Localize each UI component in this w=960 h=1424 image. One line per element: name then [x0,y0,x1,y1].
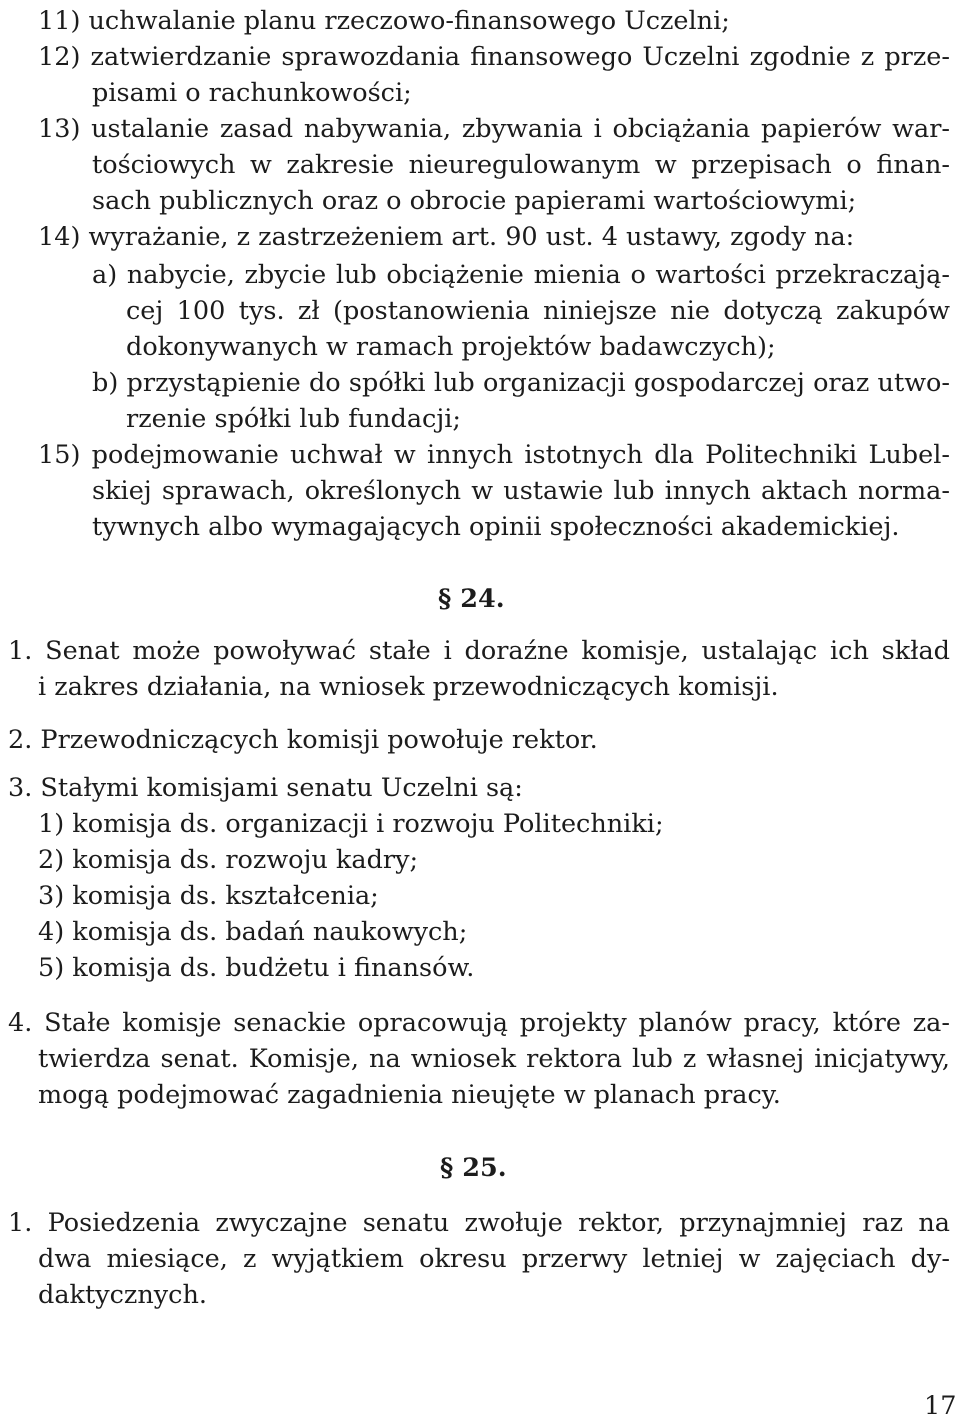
item-15-line-2: skiej sprawach, określonych w ustawie lub innych aktach norma- [92,476,950,506]
item-14a-line-1: a) nabycie, zbycie lub obciążenie mienia o wartości przekraczają- [92,260,950,290]
item-14a-line-3: dokonywanych w ramach projektów badawczych); [126,332,776,362]
s25-p1-line-1: 1. Posiedzenia zwyczajne senatu zwołuje rektor, przynajmniej raz na [8,1208,950,1238]
page-number: 17 [924,1391,957,1421]
item-14b-line-2: rzenie spółki lub fundacji; [126,404,461,434]
s24-p4-line-1: 4. Stałe komisje senackie opracowują projekty planów pracy, które za- [8,1008,950,1038]
item-12-line-2: pisami o rachunkowości; [92,78,412,108]
item-14b-line-1: b) przystąpienie do spółki lub organizacji gospodarczej oraz utwo- [92,368,950,398]
s25-p1-line-2: dwa miesiące, z wyjątkiem okresu przerwy letniej w zajęciach dy- [38,1244,950,1274]
s24-p2: 2. Przewodniczących komisji powołuje rektor. [8,725,598,755]
item-13-line-2: tościowych w zakresie nieuregulowanym w przepisach o finan- [92,150,950,180]
s24-p3-item-4: 4) komisja ds. badań naukowych; [38,917,468,947]
s24-p1-line-2: i zakres działania, na wniosek przewodniczących komisji. [38,672,779,702]
item-11: 11) uchwalanie planu rzeczowo-finansowego Uczelni; [38,6,730,36]
s24-p4-line-3: mogą podejmować zagadnienia nieujęte w planach pracy. [38,1080,781,1110]
s24-p4-line-2: twierdza senat. Komisje, na wniosek rektora lub z własnej inicjatywy, [38,1044,950,1074]
item-12-line-1: 12) zatwierdzanie sprawozdania finansowego Uczelni zgodnie z prze- [38,42,950,72]
item-15-line-1: 15) podejmowanie uchwał w innych istotnych dla Politechniki Lubel- [38,440,950,470]
s24-p3-item-1: 1) komisja ds. organizacji i rozwoju Politechniki; [38,809,664,839]
item-13-line-1: 13) ustalanie zasad nabywania, zbywania i obciążania papierów war- [38,114,950,144]
s24-p3-item-2: 2) komisja ds. rozwoju kadry; [38,845,419,875]
s25-p1-line-3: daktycznych. [38,1280,207,1310]
item-15-line-3: tywnych albo wymagających opinii społeczności akademickiej. [92,512,900,542]
s24-p3-item-3: 3) komisja ds. kształcenia; [38,881,379,911]
item-13-line-3: sach publicznych oraz o obrocie papierami wartościowymi; [92,186,857,216]
item-14: 14) wyrażanie, z zastrzeżeniem art. 90 ust. 4 ustawy, zgody na: [38,222,855,252]
s24-p3: 3. Stałymi komisjami senatu Uczelni są: [8,773,523,803]
s24-p3-item-5: 5) komisja ds. budżetu i finansów. [38,953,475,983]
item-14a-line-2: cej 100 tys. zł (postanowienia niniejsze nie dotyczą zakupów [126,296,950,326]
s24-p1-line-1: 1. Senat może powoływać stałe i doraźne komisje, ustalając ich skład [8,636,950,666]
section-24-heading: § 24. [438,584,505,614]
section-25-heading: § 25. [440,1153,507,1183]
